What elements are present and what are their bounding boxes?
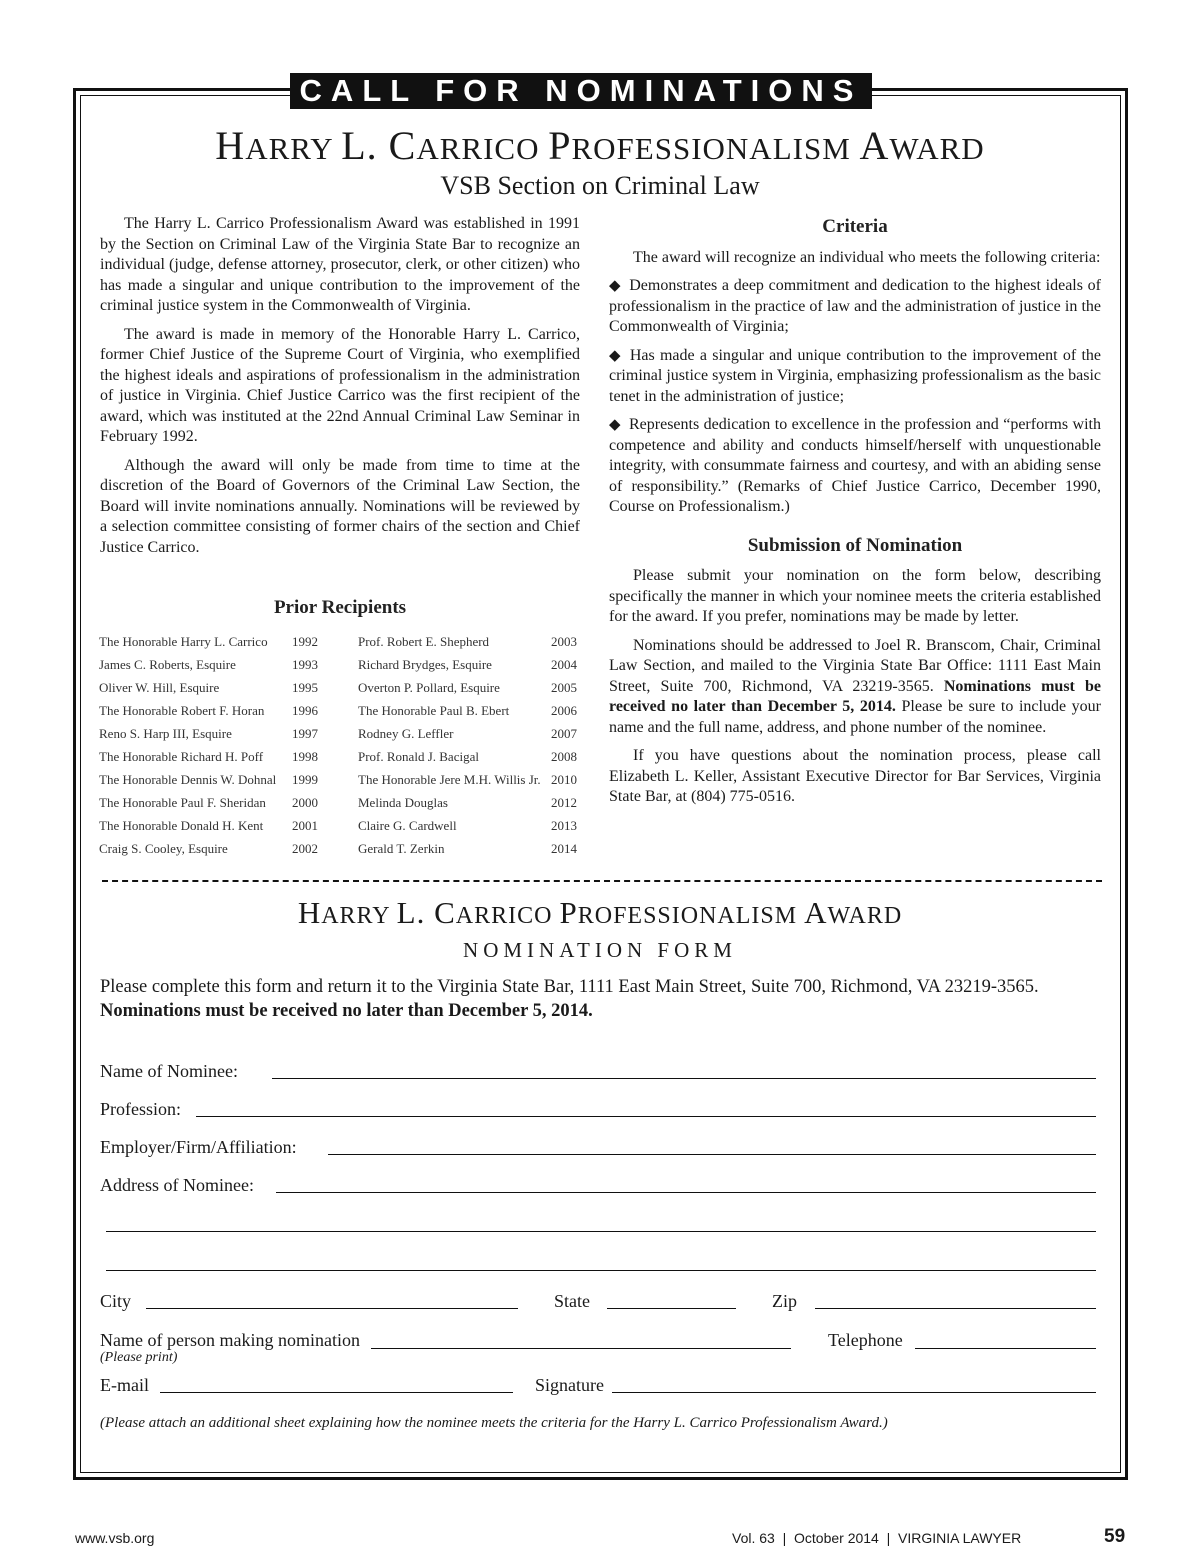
prior-recipients-heading-wrap: [100, 597, 580, 619]
email-label: E-mail: [100, 1375, 149, 1395]
recipient-name: The Honorable Jere M.H. Willis Jr.: [358, 772, 541, 787]
recipient-name: The Honorable Paul F. Sheridan: [99, 795, 266, 810]
nominator-field[interactable]: [371, 1348, 791, 1349]
recipient-row: [358, 791, 584, 814]
profession-label: Profession:: [100, 1099, 181, 1119]
memory-paragraph: The award is made in memory of the Honorable Harry L. Carrico, former Chief Justice of the Supreme Court of Virginia, who exemplified the highest ideals and aspirations of professionalism in the administration of justice in Virginia. Chief Justice Carrico was the first recipient of the award, which was instituted at the 22nd Annual Criminal Law Seminar in February 1992.: [100, 325, 580, 445]
section-subtitle: VSB Section on Criminal Law: [440, 171, 760, 200]
recipient-row: [358, 837, 584, 860]
recipient-name: Melinda Douglas: [358, 795, 448, 810]
recipient-year: 2008: [551, 749, 577, 764]
prior-recipients-heading: Prior Recipients: [273, 597, 407, 618]
recipient-name: Gerald T. Zerkin: [358, 841, 445, 856]
telephone-label: Telephone: [828, 1330, 903, 1350]
recipient-row: [358, 630, 584, 653]
attachment-note: (Please attach an additional sheet explaining how the nominee meets the criteria for the Harry L. Carrico Professionalism Award.): [100, 1415, 888, 1431]
signature-field[interactable]: [612, 1392, 1096, 1393]
recipient-name: Oliver W. Hill, Esquire: [99, 680, 220, 695]
footer-website: www.vsb.org: [75, 1530, 155, 1546]
recipient-name: Claire G. Cardwell: [358, 818, 457, 833]
form-intro: Please complete this form and return it to the Virginia State Bar, 1111 East Main Street, Suite 700, Richmond, VA 23219-3565. Nominations must be received no later than December 5, 2014.: [100, 977, 1039, 1021]
recipient-name: The Honorable Dennis W. Dohnal: [99, 772, 277, 787]
address-field-3[interactable]: [106, 1270, 1096, 1271]
deadline-text: Nominations must be received no later than December 5, 2014.: [609, 677, 1102, 715]
submission-heading: Submission of Nomination: [747, 534, 963, 556]
recipient-year: 1998: [292, 749, 318, 764]
page-number: 59: [1104, 1526, 1126, 1547]
city-label: City: [100, 1291, 132, 1311]
criteria-heading: Criteria: [822, 216, 888, 237]
recipient-row: [99, 653, 324, 676]
recipient-row: [99, 722, 324, 745]
recipients-column-2: [358, 630, 584, 860]
nominator-label: Name of person making nomination: [100, 1330, 360, 1350]
nomination-form-subtitle: NOMINATION FORM: [463, 938, 737, 962]
recipient-year: 1993: [292, 657, 318, 672]
recipient-year: 1997: [292, 726, 318, 741]
email-field[interactable]: [160, 1392, 513, 1393]
form-deadline: Nominations must be received no later than December 5, 2014.: [100, 1001, 593, 1021]
name-of-nominee-label: Name of Nominee:: [100, 1061, 238, 1081]
recipient-year: 2006: [551, 703, 577, 718]
recipient-year: 2012: [551, 795, 577, 810]
criteria-bullet-1: ◆ Demonstrates a deep commitment and dedication to the highest ideals of professionalism in the practice of law and the administration of justice in the Commonwealth of Virginia;: [609, 276, 1101, 338]
recipient-row: [358, 699, 584, 722]
state-label: State: [554, 1291, 590, 1311]
recipient-year: 2001: [292, 818, 318, 833]
recipient-year: 2013: [551, 818, 577, 833]
recipient-row: [99, 745, 324, 768]
recipient-year: 2014: [551, 841, 577, 856]
recipient-row: [358, 768, 584, 791]
criteria-bullet-2: ◆ Has made a singular and unique contribution to the improvement of the criminal justice system in Virginia, emphasizing professionalism as the basic tenet in the administration of justice;: [609, 346, 1101, 408]
submission-paragraph-1: Please submit your nomination on the form below, describing specifically the manner in which your nominee meets the criteria established for the award. If you prefer, nominations may be made by letter.: [609, 567, 1101, 625]
please-print-label: (Please print): [100, 1350, 178, 1365]
recipient-row: [358, 722, 584, 745]
recipient-year: 2004: [551, 657, 577, 672]
recipient-name: Richard Brydges, Esquire: [358, 657, 492, 672]
recipient-year: 2002: [292, 841, 318, 856]
recipient-year: 1992: [292, 634, 318, 649]
recipient-name: The Honorable Richard H. Poff: [99, 749, 264, 764]
recipient-name: Overton P. Pollard, Esquire: [358, 680, 500, 695]
profession-field[interactable]: [196, 1116, 1096, 1117]
employer-label: Employer/Firm/Affiliation:: [100, 1137, 297, 1157]
zip-field[interactable]: [815, 1308, 1096, 1309]
recipient-year: 2003: [551, 634, 577, 649]
criteria-bullet-3: ◆ Represents dedication to excellence in the profession and “performs with competence and ability and conducts himself/herself with unquestionable integrity, with consummate fairness and courtesy, and with an abiding sense of responsibility.” (Remarks of Chief Justice Carrico, December 1990, Course on Professionalism.): [609, 415, 1101, 518]
recipient-name: Prof. Ronald J. Bacigal: [358, 749, 479, 764]
recipient-row: [358, 745, 584, 768]
recipient-name: The Honorable Harry L. Carrico: [99, 634, 268, 649]
recipient-row: [358, 814, 584, 837]
call-for-nominations-banner: CALL FOR NOMINATIONS: [290, 73, 872, 109]
address-field-1[interactable]: [276, 1192, 1096, 1193]
cut-line: [102, 880, 1102, 882]
recipient-name: Prof. Robert E. Shepherd: [358, 634, 490, 649]
employer-field[interactable]: [328, 1154, 1096, 1155]
intro-paragraph: The Harry L. Carrico Professionalism Award was established in 1991 by the Section on Criminal Law of the Virginia State Bar to recognize an individual (judge, defense attorney, prosecutor, clerk, or other citizen) who has made a singular and unique contribution to the improvement of the criminal justice system in the Commonwealth of Virginia.: [100, 215, 580, 314]
recipient-name: The Honorable Paul B. Ebert: [358, 703, 510, 718]
recipient-name: James C. Roberts, Esquire: [99, 657, 236, 672]
recipient-year: 1999: [292, 772, 318, 787]
recipient-row: [99, 676, 324, 699]
recipient-name: The Honorable Robert F. Horan: [99, 703, 265, 718]
recipient-row: [99, 768, 324, 791]
left-column: [100, 214, 580, 566]
right-column: [609, 217, 1101, 816]
form-title: HARRY L. CARRICO PROFESSIONALISM AWARD: [297, 895, 903, 930]
telephone-field[interactable]: [915, 1348, 1096, 1349]
recipient-row: [358, 676, 584, 699]
signature-label: Signature: [535, 1375, 604, 1395]
recipient-row: [99, 630, 324, 653]
recipient-year: 2005: [551, 680, 577, 695]
address-field-2[interactable]: [106, 1231, 1096, 1232]
zip-label: Zip: [772, 1291, 797, 1311]
recipient-row: [99, 837, 324, 860]
city-field[interactable]: [146, 1308, 518, 1309]
recipient-year: 2010: [551, 772, 577, 787]
recipient-year: 1995: [292, 680, 318, 695]
recipient-row: [99, 791, 324, 814]
recipient-year: 2007: [551, 726, 577, 741]
recipient-name: Rodney G. Leffler: [358, 726, 454, 741]
recipient-name: Reno S. Harp III, Esquire: [99, 726, 232, 741]
nomination-paragraph: Although the award will only be made from time to time at the discretion of the Board of Governors of the Criminal Law Section, the Board will invite nominations annually. Nominations will be reviewed by a selection committee consisting of former chairs of the section and Chief Justice Carrico.: [100, 456, 580, 556]
recipient-year: 2000: [292, 795, 318, 810]
recipient-row: [358, 653, 584, 676]
criteria-intro: The award will recognize an individual who meets the following criteria:: [633, 248, 1101, 266]
award-title: HARRY L. CARRICO PROFESSIONALISM AWARD: [215, 123, 985, 168]
recipient-name: Craig S. Cooley, Esquire: [99, 841, 228, 856]
name-of-nominee-field[interactable]: [272, 1078, 1096, 1079]
address-label: Address of Nominee:: [100, 1175, 254, 1195]
submission-paragraph-3: If you have questions about the nomination process, please call Elizabeth L. Keller, Assistant Executive Director for Bar Services, Virginia State Bar, at (804) 775-0516.: [609, 747, 1101, 805]
recipients-column-1: [99, 630, 324, 860]
submission-paragraph-2: Nominations should be addressed to Joel R. Branscom, Chair, Criminal Law Section, and mailed to the Virginia State Bar Office: 1111 East Main Street, Suite 700, Richmond, VA 23219-3565. Nominations must be received no later than December 5, 2014. Please be sure to include your name and the full name, address, and phone number of the nominee.: [609, 636, 1102, 736]
recipient-row: [99, 699, 324, 722]
state-field[interactable]: [607, 1308, 736, 1309]
recipient-row: [99, 814, 324, 837]
recipient-year: 1996: [292, 703, 318, 718]
recipient-name: The Honorable Donald H. Kent: [99, 818, 264, 833]
footer-issue: Vol. 63 | October 2014 | VIRGINIA LAWYER: [732, 1530, 1022, 1546]
